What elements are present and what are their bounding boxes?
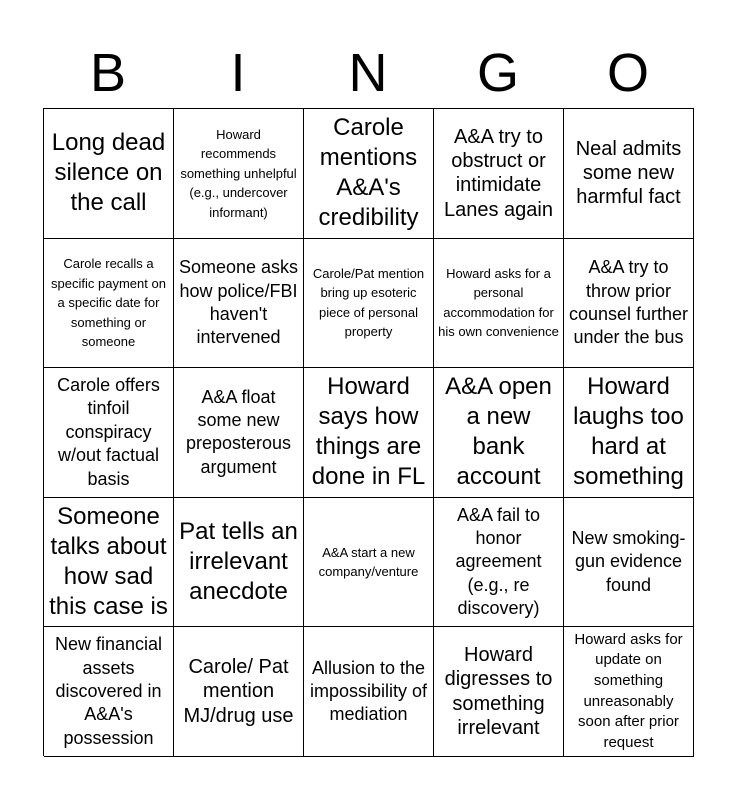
- bingo-card-grid: [43, 108, 694, 756]
- header-letter-o: O: [606, 43, 649, 103]
- bingo-cell[interactable]: A&A open a new bank account: [434, 368, 564, 498]
- bingo-cell[interactable]: Howard digresses to something irrelevant: [434, 627, 564, 757]
- bingo-cell[interactable]: Howard asks for update on something unreasonably soon after prior request: [564, 627, 694, 757]
- bingo-header: [43, 40, 693, 106]
- bingo-cell[interactable]: Carole/Pat mention bring up esoteric piece of personal property: [304, 239, 434, 369]
- bingo-cell[interactable]: New smoking-gun evidence found: [564, 498, 694, 628]
- bingo-cell[interactable]: Someone talks about how sad this case is: [44, 498, 174, 628]
- header-letter-i: I: [230, 43, 246, 103]
- bingo-cell[interactable]: Pat tells an irrelevant anecdote: [174, 498, 304, 628]
- bingo-cell[interactable]: Carole recalls a specific payment on a specific date for something or someone: [44, 239, 174, 369]
- bingo-cell[interactable]: New financial assets discovered in A&A's possession: [44, 627, 174, 757]
- bingo-cell[interactable]: Howard asks for a personal accommodation for his own convenience: [434, 239, 564, 369]
- bingo-cell[interactable]: Howard laughs too hard at something: [564, 368, 694, 498]
- bingo-cell[interactable]: Allusion to the impossibility of mediation: [304, 627, 434, 757]
- bingo-cell[interactable]: A&A start a new company/venture: [304, 498, 434, 628]
- bingo-cell[interactable]: A&A fail to honor agreement (e.g., re discovery): [434, 498, 564, 628]
- bingo-cell[interactable]: Howard says how things are done in FL: [304, 368, 434, 498]
- bingo-cell[interactable]: Carole/ Pat mention MJ/drug use: [174, 627, 304, 757]
- header-letter-b: B: [89, 43, 127, 103]
- bingo-cell[interactable]: Long dead silence on the call: [44, 109, 174, 239]
- bingo-cell[interactable]: A&A float some new preposterous argument: [174, 368, 304, 498]
- bingo-cell[interactable]: Carole mentions A&A's credibility: [304, 109, 434, 239]
- bingo-cell[interactable]: A&A try to throw prior counsel further under the bus: [564, 239, 694, 369]
- bingo-cell[interactable]: A&A try to obstruct or intimidate Lanes again: [434, 109, 564, 239]
- bingo-cell[interactable]: Neal admits some new harmful fact: [564, 109, 694, 239]
- bingo-cell[interactable]: Howard recommends something unhelpful (e.g., undercover informant): [174, 109, 304, 239]
- header-letter-g: G: [476, 43, 519, 103]
- bingo-cell[interactable]: Carole offers tinfoil conspiracy w/out factual basis: [44, 368, 174, 498]
- bingo-cell[interactable]: Someone asks how police/FBI haven't intervened: [174, 239, 304, 369]
- header-letter-n: N: [348, 43, 388, 103]
